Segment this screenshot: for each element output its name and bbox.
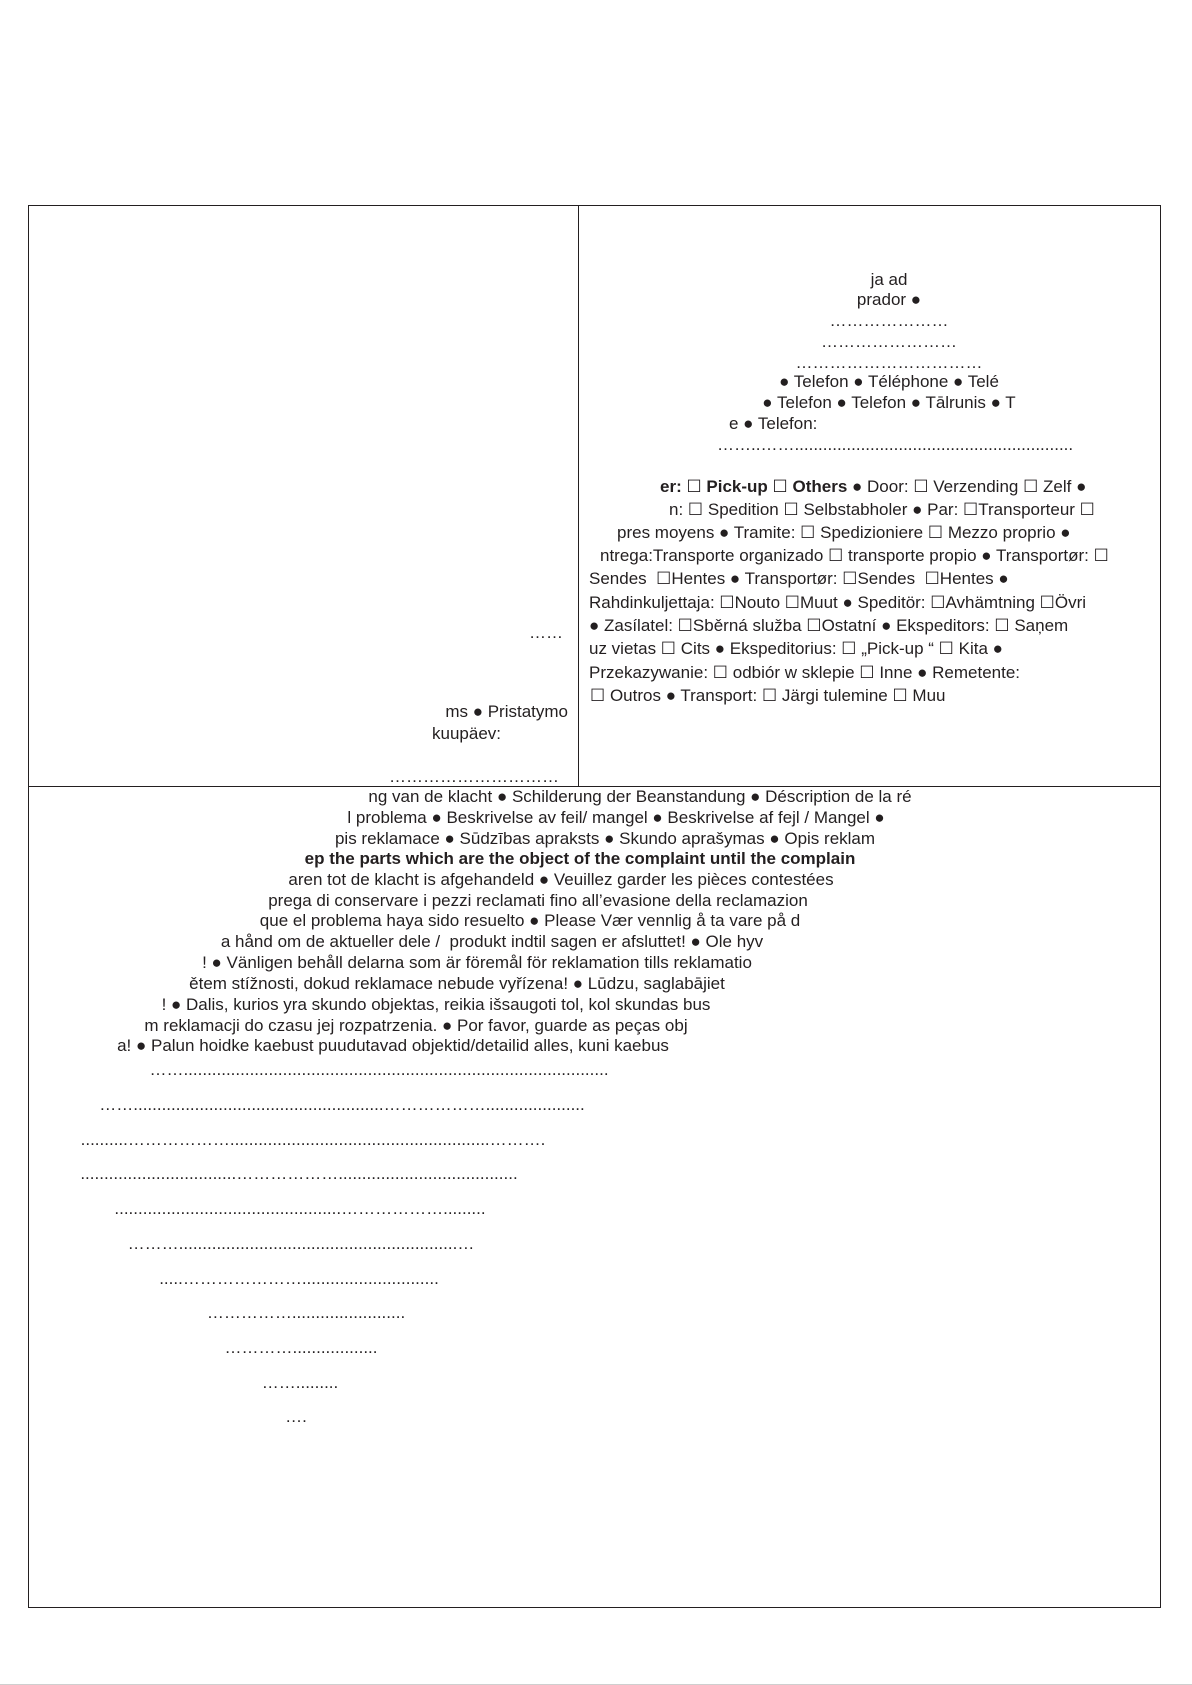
keep-parts-text: a hånd om de aktueller dele / produkt indtil sagen er afsluttet! ● Ole hyv	[220, 932, 764, 951]
keep-parts-text: prega di conservare i pezzi reclamati fino all’evasione della reclamazion	[268, 891, 808, 910]
writing-dotted-line: ……..........................................................................................	[149, 1060, 609, 1079]
complaint-description-label: pis reklamace ● Sūdzības apraksts ● Skundo aprašymas ● Opis reklam	[334, 829, 876, 848]
column-divider	[578, 205, 579, 786]
delivery-method-title: er: ☐ Pick-up ☐ Others	[660, 477, 848, 496]
telephone-dotted-line: ……..……...........................................................	[717, 435, 1074, 454]
writing-dotted-line: .................................………………......................................	[80, 1164, 518, 1183]
writing-dotted-line: …….....................................................……………….....................	[99, 1095, 585, 1114]
telephone-line: e ● Telefon:	[729, 414, 818, 433]
keep-parts-notice: ep the parts which are the object of the complaint until the complain	[304, 849, 856, 868]
writing-dotted-line: .....………………….............................	[159, 1269, 439, 1288]
keep-parts-text: ětem stížnosti, dokud reklamace nebude vyřízena! ● Lūdzu, saglabājiet	[189, 974, 725, 993]
contact-dotted-line: ……………………	[821, 332, 957, 351]
writing-dotted-line: ..........……………….......................................................……….	[80, 1130, 546, 1149]
keep-parts-text: ! ● Dalis, kurios yra skundo objektas, reikia išsaugoti tol, kol skundas bus	[161, 995, 711, 1014]
writing-dotted-line: ………...........................................................…	[127, 1234, 475, 1253]
writing-dotted-line: …….........	[261, 1373, 339, 1392]
delivery-method-line: Rahdinkuljettaja: ☐Nouto ☐Muut ● Speditör: ☐Avhämtning ☐Övri	[589, 593, 1087, 612]
delivery-method-line: ● Zasílatel: ☐Sběrná služba ☐Ostatní ● Ekspeditors: ☐ Saņem	[589, 616, 1069, 635]
delivery-method-line: pres moyens ● Tramite: ☐ Spedizioniere ☐ Mezzo proprio ●	[617, 523, 1071, 542]
keep-parts-text: a! ● Palun hoidke kaebust puudutavad objektid/detailid alles, kuni kaebus	[117, 1036, 669, 1055]
address-dotted-line: ……	[529, 623, 563, 642]
writing-dotted-line: …………..................	[224, 1338, 378, 1357]
delivery-method-line: uz vietas ☐ Cits ● Ekspeditorius: ☐ „Pick-up “ ☐ Kita ●	[589, 639, 1003, 658]
keep-parts-text: que el problema haya sido resuelto ● Please Vær vennlig å ta vare på d	[259, 911, 801, 930]
contact-dotted-line: …………………	[829, 311, 949, 330]
complaint-description-label: l problema ● Beskrivelse av feil/ mangel ● Beskrivelse af fejl / Mangel ●	[347, 808, 885, 827]
writing-dotted-line: ……………........................	[206, 1303, 406, 1322]
date-dotted-line: …………………………	[389, 767, 559, 786]
complaint-description-label: ng van de klacht ● Schilderung der Beanstandung ● Déscription de la ré	[368, 787, 912, 806]
delivery-method-line: n: ☐ Spedition ☐ Selbstabholer ● Par: ☐Transporteur ☐	[669, 500, 1095, 519]
keep-parts-text: aren tot de klacht is afgehandeld ● Veuillez garder les pièces contestées	[288, 870, 834, 889]
delivery-method-line: ntrega:Transporte organizado ☐ transporte propio ● Transportør: ☐	[600, 546, 1109, 565]
delivery-method-line: Przekazywanie: ☐ odbiór w sklepie ☐ Inne ● Remetente:	[589, 663, 1021, 682]
contact-line: ja ad	[870, 270, 908, 289]
purchase-date-label: kuupäev:	[432, 724, 501, 743]
delivery-method-line: Sendes ☐Hentes ● Transportør: ☐Sendes ☐Hentes ●	[589, 569, 1009, 588]
delivery-date-label: ms ● Pristatymo	[445, 702, 568, 721]
telephone-line: ● Telefon ● Téléphone ● Telé	[779, 372, 999, 391]
delivery-method-text: ● Door: ☐ Verzending ☐ Zelf ●	[847, 477, 1087, 496]
delivery-method-line: ☐ Outros ● Transport: ☐ Järgi tulemine ☐ Muu	[590, 686, 946, 705]
contact-line: prador ●	[856, 290, 922, 309]
keep-parts-text: ! ● Vänligen behåll delarna som är föremål för reklamation tills reklamatio	[202, 953, 752, 972]
keep-parts-text: m reklamacji do czasu jej rozpatrzenia. ● Por favor, guarde as peças obj	[144, 1016, 688, 1035]
contact-dotted-line: ……………………………	[795, 353, 983, 372]
writing-dotted-line: ................................................……………….........	[114, 1199, 486, 1218]
writing-dotted-line: ….	[285, 1407, 307, 1426]
delivery-method-line	[660, 477, 1086, 497]
telephone-line: ● Telefon ● Telefon ● Tālrunis ● T	[762, 393, 1016, 412]
